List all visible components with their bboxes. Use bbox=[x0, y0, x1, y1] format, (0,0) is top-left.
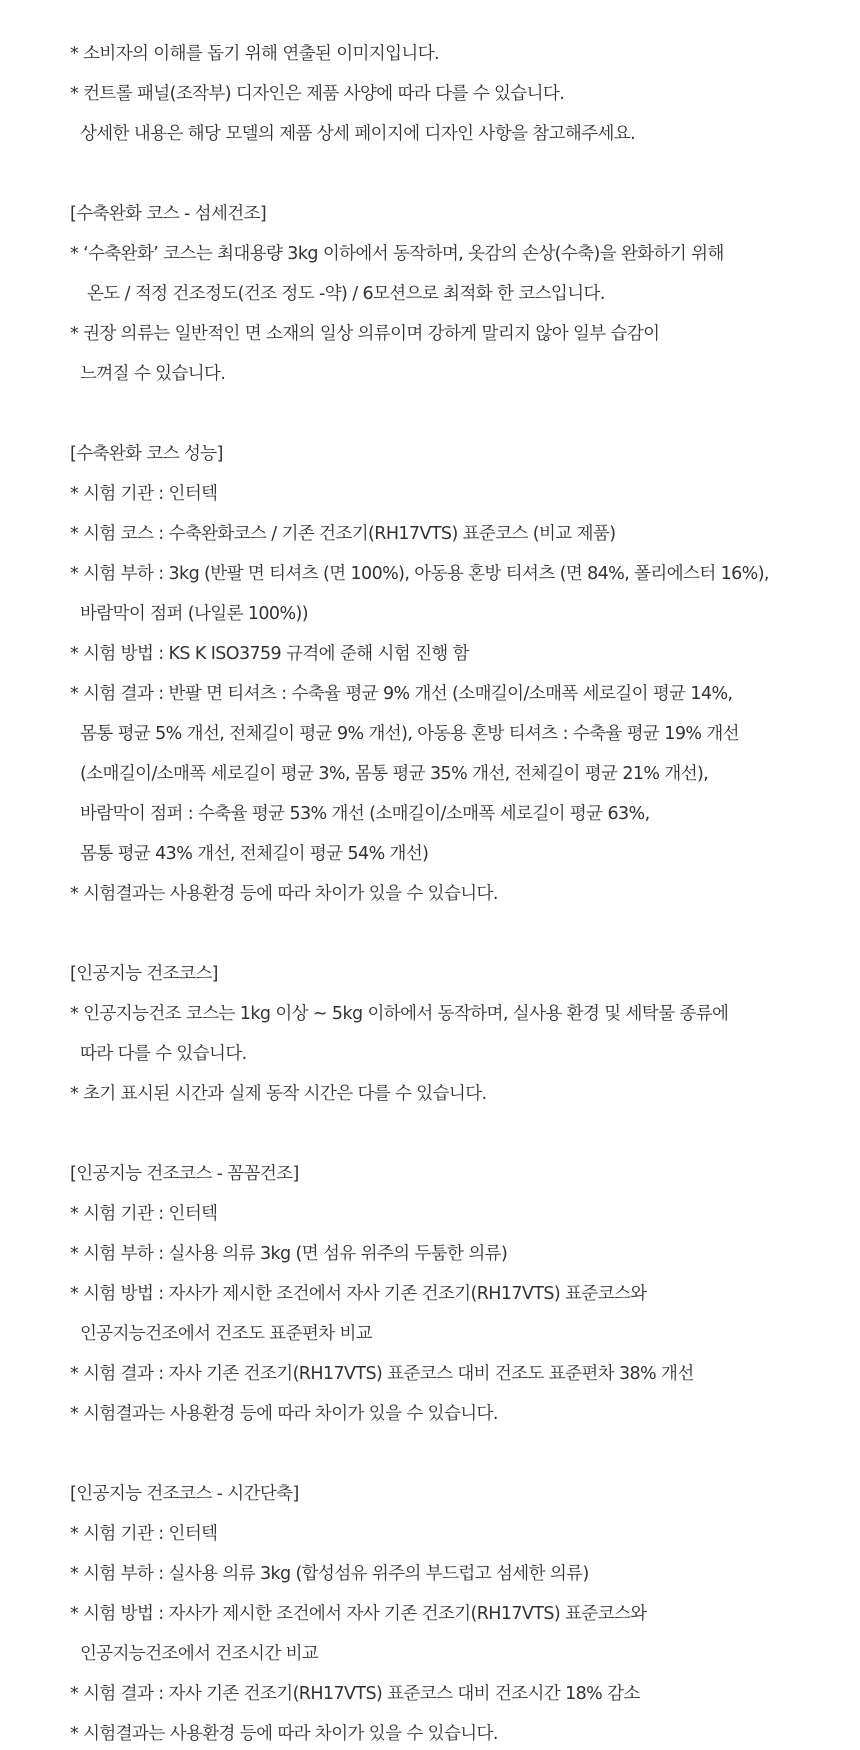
shrink-performance-line: * 시험 코스 : 수축완화코스 / 기존 건조기(RH17VTS) 표준코스 (비교 제품) bbox=[70, 524, 616, 544]
ai-thorough-line: * 시험 결과 : 자사 기존 건조기(RH17VTS) 표준코스 대비 건조도 표준편차 38% 개선 bbox=[70, 1364, 694, 1384]
section-heading-ai-course: [인공지능 건조코스] bbox=[70, 964, 218, 984]
section-heading-ai-thorough: [인공지능 건조코스 - 꼼꼼건조] bbox=[70, 1164, 299, 1184]
shrink-course-line: 느껴질 수 있습니다. bbox=[80, 364, 226, 384]
shrink-performance-line: * 시험 방법 : KS K ISO3759 규격에 준해 시험 진행 함 bbox=[70, 644, 469, 664]
intro-note-2: * 컨트롤 패널(조작부) 디자인은 제품 사양에 따라 다를 수 있습니다. bbox=[70, 84, 565, 104]
shrink-performance-line: * 시험결과는 사용환경 등에 따라 차이가 있을 수 있습니다. bbox=[70, 884, 498, 904]
intro-note-2-continued: 상세한 내용은 해당 모델의 제품 상세 페이지에 디자인 사항을 참고해주세요. bbox=[80, 124, 636, 144]
ai-course-line: * 초기 표시된 시간과 실제 동작 시간은 다를 수 있습니다. bbox=[70, 1084, 487, 1104]
ai-time-line: * 시험 기관 : 인터텍 bbox=[70, 1524, 218, 1544]
ai-thorough-line: * 시험 방법 : 자사가 제시한 조건에서 자사 기존 건조기(RH17VTS) 표준코스와 bbox=[70, 1284, 647, 1304]
ai-thorough-line: * 시험결과는 사용환경 등에 따라 차이가 있을 수 있습니다. bbox=[70, 1404, 498, 1424]
ai-course-line: * 인공지능건조 코스는 1kg 이상 ~ 5kg 이하에서 동작하며, 실사용 환경 및 세탁물 종류에 bbox=[70, 1004, 729, 1024]
section-heading-ai-time: [인공지능 건조코스 - 시간단축] bbox=[70, 1484, 299, 1504]
shrink-performance-line: * 시험 결과 : 반팔 면 티셔츠 : 수축율 평균 9% 개선 (소매길이/소매폭 세로길이 평균 14%, bbox=[70, 684, 733, 704]
shrink-performance-line: 몸통 평균 43% 개선, 전체길이 평균 54% 개선) bbox=[80, 844, 429, 864]
shrink-performance-line: 바람막이 점퍼 : 수축율 평균 53% 개선 (소매길이/소매폭 세로길이 평균 63%, bbox=[80, 804, 650, 824]
section-heading-shrink-course: [수축완화 코스 - 섬세건조] bbox=[70, 204, 267, 224]
ai-time-line: * 시험 방법 : 자사가 제시한 조건에서 자사 기존 건조기(RH17VTS) 표준코스와 bbox=[70, 1604, 647, 1624]
ai-time-line: * 시험 부하 : 실사용 의류 3kg (합성섬유 위주의 부드럽고 섬세한 의류) bbox=[70, 1564, 589, 1584]
section-heading-shrink-performance: [수축완화 코스 성능] bbox=[70, 444, 223, 464]
intro-note-1: * 소비자의 이해를 돕기 위해 연출된 이미지입니다. bbox=[70, 44, 439, 64]
shrink-course-line: 온도 / 적정 건조정도(건조 정도 -약) / 6모션으로 최적화 한 코스입니다. bbox=[87, 284, 605, 304]
shrink-performance-line: 바람막이 점퍼 (나일론 100%)) bbox=[80, 604, 308, 624]
ai-course-line: 따라 다를 수 있습니다. bbox=[80, 1044, 247, 1064]
shrink-course-line: * 권장 의류는 일반적인 면 소재의 일상 의류이며 강하게 말리지 않아 일부 습감이 bbox=[70, 324, 660, 344]
ai-thorough-line: 인공지능건조에서 건조도 표준편차 비교 bbox=[80, 1324, 373, 1344]
shrink-performance-line: 몸통 평균 5% 개선, 전체길이 평균 9% 개선), 아동용 혼방 티셔츠 : 수축율 평균 19% 개선 bbox=[80, 724, 739, 744]
ai-time-line: 인공지능건조에서 건조시간 비교 bbox=[80, 1644, 319, 1664]
shrink-performance-line: (소매길이/소매폭 세로길이 평균 3%, 몸통 평균 35% 개선, 전체길이 평균 21% 개선), bbox=[80, 764, 709, 784]
shrink-performance-line: * 시험 부하 : 3kg (반팔 면 티셔츠 (면 100%), 아동용 혼방 티셔츠 (면 84%, 폴리에스터 16%), bbox=[70, 564, 769, 584]
ai-time-line: * 시험 결과 : 자사 기존 건조기(RH17VTS) 표준코스 대비 건조시간 18% 감소 bbox=[70, 1684, 640, 1704]
ai-time-line: * 시험결과는 사용환경 등에 따라 차이가 있을 수 있습니다. bbox=[70, 1724, 498, 1744]
shrink-performance-line: * 시험 기관 : 인터텍 bbox=[70, 484, 218, 504]
ai-thorough-line: * 시험 부하 : 실사용 의류 3kg (면 섬유 위주의 두툼한 의류) bbox=[70, 1244, 508, 1264]
shrink-course-line: * ‘수축완화’ 코스는 최대용량 3kg 이하에서 동작하며, 옷감의 손상(수축)을 완화하기 위해 bbox=[70, 244, 724, 264]
ai-thorough-line: * 시험 기관 : 인터텍 bbox=[70, 1204, 218, 1224]
